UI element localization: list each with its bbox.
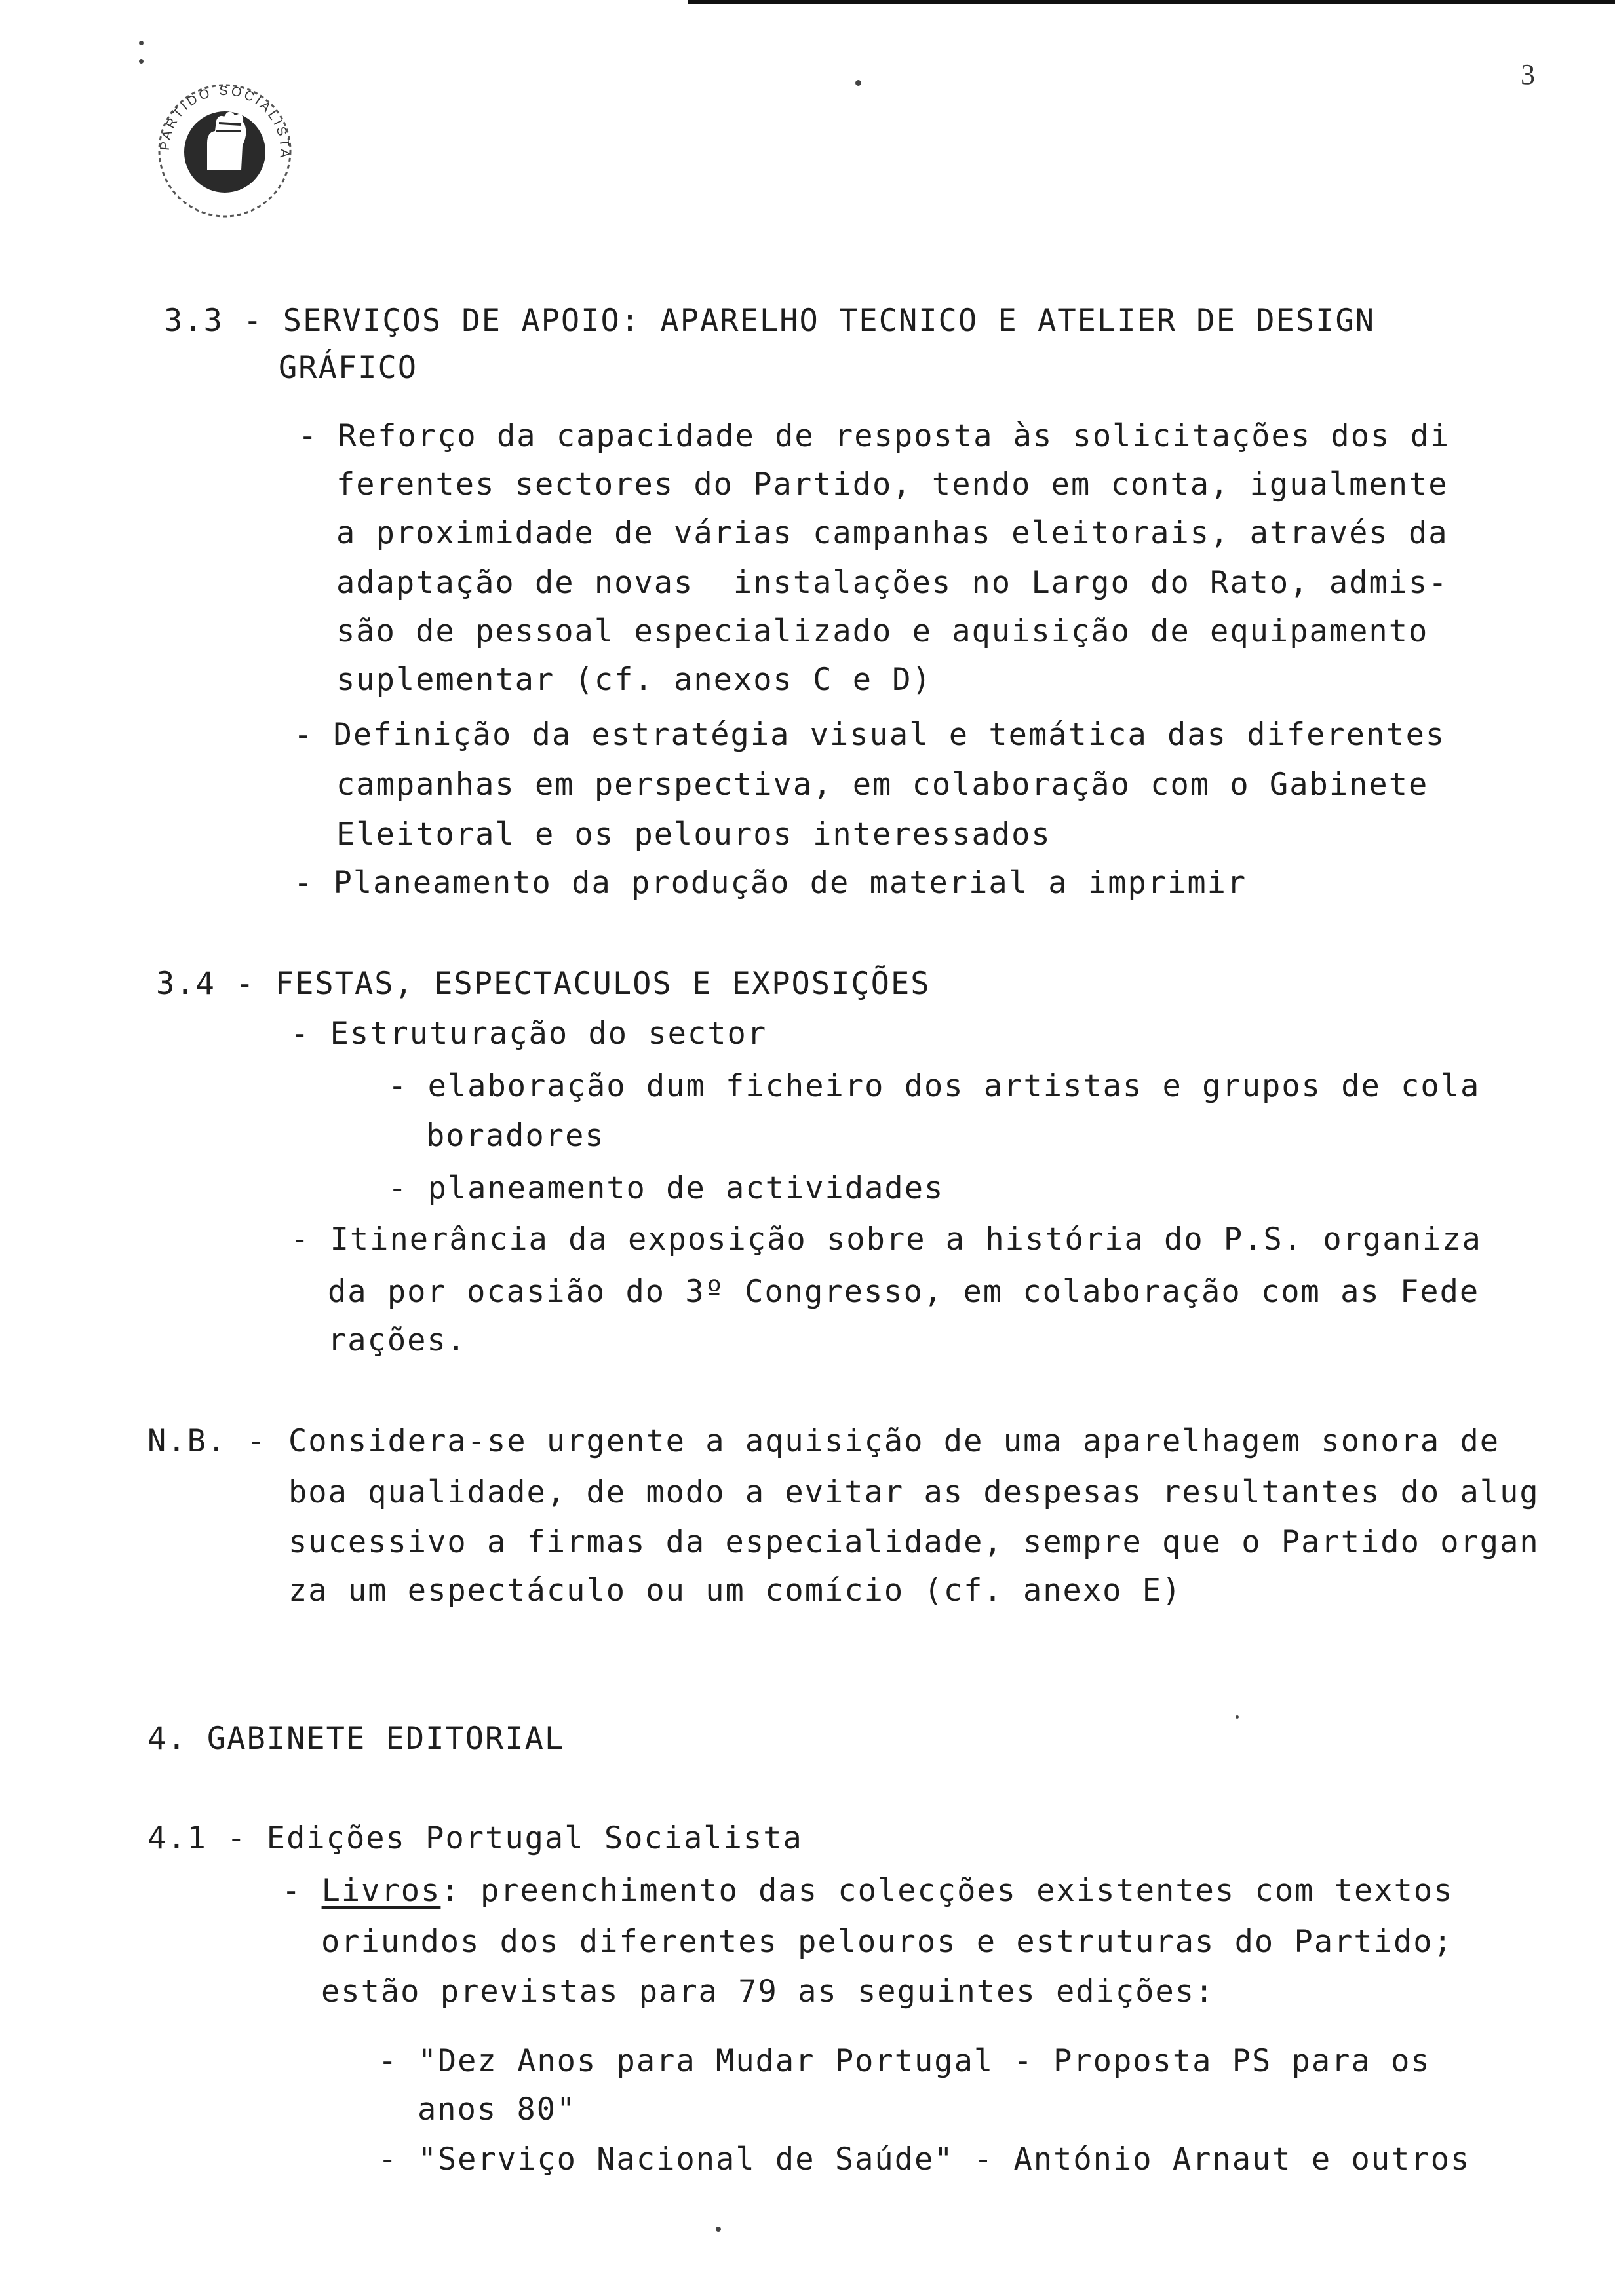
section-4-heading: 4. GABINETE EDITORIAL [147, 1721, 565, 1757]
livros-label: Livros [321, 1873, 441, 1909]
paragraph-line: ferentes sectores do Partido, tendo em conta, igualmente [336, 467, 1449, 503]
scan-speck [716, 2227, 721, 2232]
party-logo [149, 72, 300, 229]
paragraph-line: a proximidade de várias campanhas eleitorais, através da [336, 515, 1449, 551]
section-4-1-heading: 4.1 - Edições Portugal Socialista [147, 1820, 803, 1856]
paragraph-line: - "Serviço Nacional de Saúde" - António Arnaut e outros [378, 2141, 1471, 2177]
section-3-3-heading: 3.3 - SERVIÇOS DE APOIO: APARELHO TECNICO E ATELIER DE DESIGN [164, 303, 1376, 339]
paragraph-line: - Itinerância da exposição sobre a história do P.S. organiza [290, 1221, 1482, 1257]
livros-line [282, 1871, 1454, 1911]
paragraph-line: - Definição da estratégia visual e temática das diferentes [294, 717, 1446, 753]
paragraph-line: são de pessoal especializado e aquisição de equipamento [336, 613, 1429, 649]
scan-speck [1236, 1715, 1239, 1719]
paragraph-line: - Estruturação do sector [290, 1016, 768, 1052]
paragraph-line: oriundos dos diferentes pelouros e estruturas do Partido; [321, 1924, 1453, 1960]
paragraph-line: - "Dez Anos para Mudar Portugal - Proposta PS para os [378, 2043, 1431, 2079]
page-number: 3 [1521, 58, 1535, 90]
section-3-3-heading-continuation: GRÁFICO [279, 350, 418, 386]
paragraph-line: - Reforço da capacidade de resposta às solicitações dos di [298, 418, 1450, 454]
paragraph-line: rações. [328, 1322, 467, 1358]
scan-speck [139, 59, 144, 64]
paragraph-line: - Planeamento da produção de material a imprimir [294, 865, 1247, 901]
paragraph-line: da por ocasião do 3º Congresso, em colaboração com as Fede [328, 1274, 1480, 1310]
paragraph-line: - elaboração dum ficheiro dos artistas e grupos de cola [388, 1068, 1481, 1104]
paragraph-line: anos 80" [418, 2092, 577, 2128]
paragraph-line: boradores [426, 1118, 605, 1154]
paragraph-line: sucessivo a firmas da especialidade, sempre que o Partido organ [288, 1524, 1540, 1560]
logo-ring-text: PARTIDO SOCIALISTA [157, 83, 292, 161]
livros-dash: - [282, 1873, 322, 1909]
paragraph-line: Considera-se urgente a aquisição de uma aparelhagem sonora de [288, 1423, 1500, 1459]
paragraph-line: boa qualidade, de modo a evitar as despesas resultantes do alug [288, 1474, 1540, 1510]
paragraph-line: Eleitoral e os pelouros interessados [336, 816, 1051, 852]
raised-fist-emblem-icon [149, 72, 300, 229]
section-3-4-heading: 3.4 - FESTAS, ESPECTACULOS E EXPOSIÇÕES [156, 966, 931, 1002]
scan-speck [139, 41, 144, 45]
paragraph-line: adaptação de novas instalações no Largo do Rato, admis- [336, 565, 1449, 601]
scan-speck [855, 80, 861, 86]
livros-text: : preenchimento das colecções existentes com textos [440, 1873, 1454, 1909]
paragraph-line: - planeamento de actividades [388, 1170, 944, 1206]
paragraph-line: estão previstas para 79 as seguintes edições: [321, 1974, 1215, 2010]
paragraph-line: za um espectáculo ou um comício (cf. anexo E) [288, 1573, 1182, 1609]
top-edge-rule [688, 0, 1615, 4]
nb-label: N.B. - [147, 1423, 267, 1459]
paragraph-line: campanhas em perspectiva, em colaboração com o Gabinete [336, 767, 1429, 803]
paragraph-line: suplementar (cf. anexos C e D) [336, 662, 932, 698]
